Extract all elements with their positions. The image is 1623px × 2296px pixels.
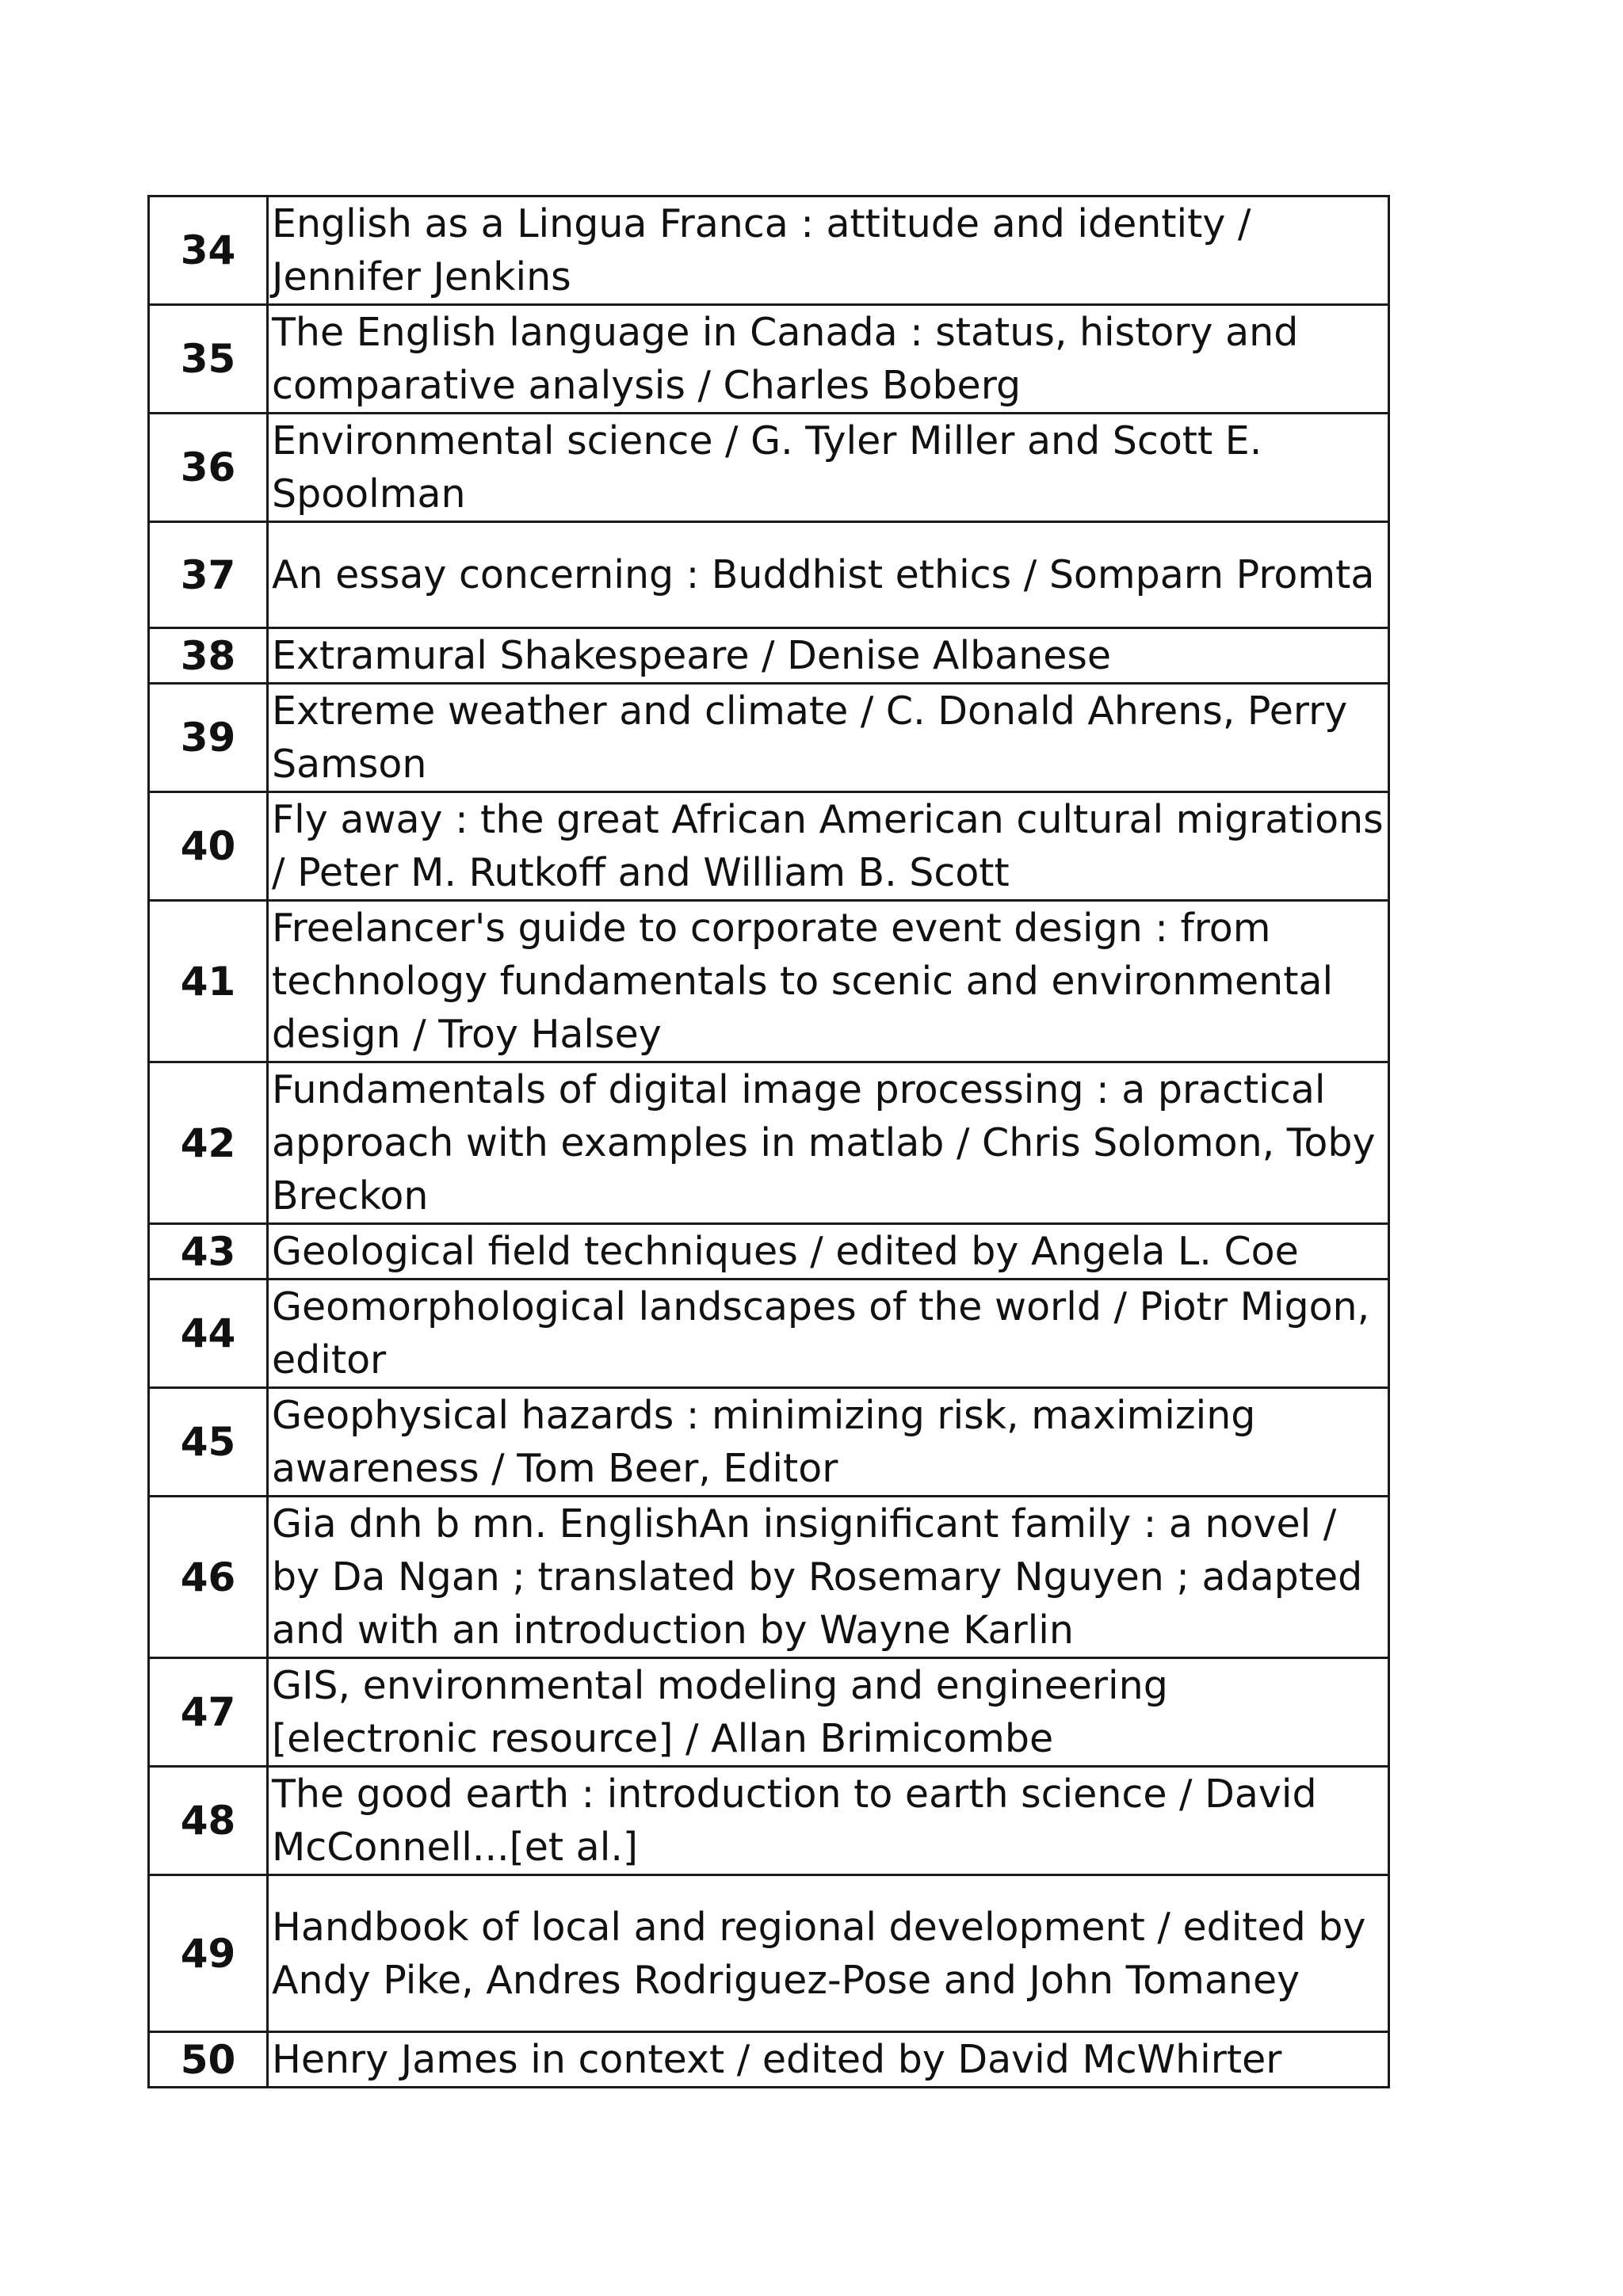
row-number: 42 [149, 1062, 268, 1224]
book-title: An essay concerning : Buddhist ethics / Somparn Promta [268, 522, 1389, 628]
book-title: Geological field techniques / edited by Angela L. Coe [268, 1224, 1389, 1280]
table-row [149, 792, 1389, 901]
row-number: 49 [149, 1875, 268, 2032]
book-title: GIS, environmental modeling and engineering [electronic resource] / Allan Brimicombe [268, 1658, 1389, 1767]
row-number: 35 [149, 305, 268, 414]
row-number: 44 [149, 1280, 268, 1388]
book-title: Geomorphological landscapes of the world / Piotr Migon, editor [268, 1280, 1389, 1388]
book-title: The good earth : introduction to earth science / David McConnell...[et al.] [268, 1767, 1389, 1875]
table-row [149, 305, 1389, 414]
row-number: 41 [149, 901, 268, 1062]
book-title: Gia dnh b mn. EnglishAn insignificant family : a novel / by Da Ngan ; translated by Rosemary Nguyen ; adapted and with an introduction by Wayne Karlin [268, 1497, 1389, 1658]
table-row [149, 1224, 1389, 1280]
table-row [149, 628, 1389, 684]
row-number: 36 [149, 414, 268, 522]
row-number: 43 [149, 1224, 268, 1280]
book-title: Freelancer's guide to corporate event design : from technology fundamentals to scenic and environmental design / Troy Halsey [268, 901, 1389, 1062]
book-title: Extreme weather and climate / C. Donald Ahrens, Perry Samson [268, 684, 1389, 792]
row-number: 38 [149, 628, 268, 684]
table-row [149, 1767, 1389, 1875]
book-title: English as a Lingua Franca : attitude and identity / Jennifer Jenkins [268, 196, 1389, 305]
table-row [149, 1497, 1389, 1658]
row-number: 39 [149, 684, 268, 792]
table-row [149, 196, 1389, 305]
table-row [149, 2032, 1389, 2088]
book-title: Henry James in context / edited by David McWhirter [268, 2032, 1389, 2088]
table-row [149, 1388, 1389, 1497]
table-row [149, 901, 1389, 1062]
table-row [149, 522, 1389, 628]
book-title: Fly away : the great African American cultural migrations / Peter M. Rutkoff and William B. Scott [268, 792, 1389, 901]
table-row [149, 1658, 1389, 1767]
book-title: The English language in Canada : status, history and comparative analysis / Charles Boberg [268, 305, 1389, 414]
book-title: Handbook of local and regional development / edited by Andy Pike, Andres Rodriguez-Pose and John Tomaney [268, 1875, 1389, 2032]
book-title: Extramural Shakespeare / Denise Albanese [268, 628, 1389, 684]
table-row [149, 1062, 1389, 1224]
table-row [149, 684, 1389, 792]
book-title: Geophysical hazards : minimizing risk, maximizing awareness / Tom Beer, Editor [268, 1388, 1389, 1497]
row-number: 46 [149, 1497, 268, 1658]
row-number: 34 [149, 196, 268, 305]
table-row [149, 1280, 1389, 1388]
book-list-table [147, 195, 1390, 2088]
row-number: 37 [149, 522, 268, 628]
table-row [149, 1875, 1389, 2032]
row-number: 48 [149, 1767, 268, 1875]
book-title: Environmental science / G. Tyler Miller and Scott E. Spoolman [268, 414, 1389, 522]
row-number: 40 [149, 792, 268, 901]
row-number: 50 [149, 2032, 268, 2088]
table-row [149, 414, 1389, 522]
row-number: 47 [149, 1658, 268, 1767]
row-number: 45 [149, 1388, 268, 1497]
book-title: Fundamentals of digital image processing : a practical approach with examples in matlab / Chris Solomon, Toby Breckon [268, 1062, 1389, 1224]
